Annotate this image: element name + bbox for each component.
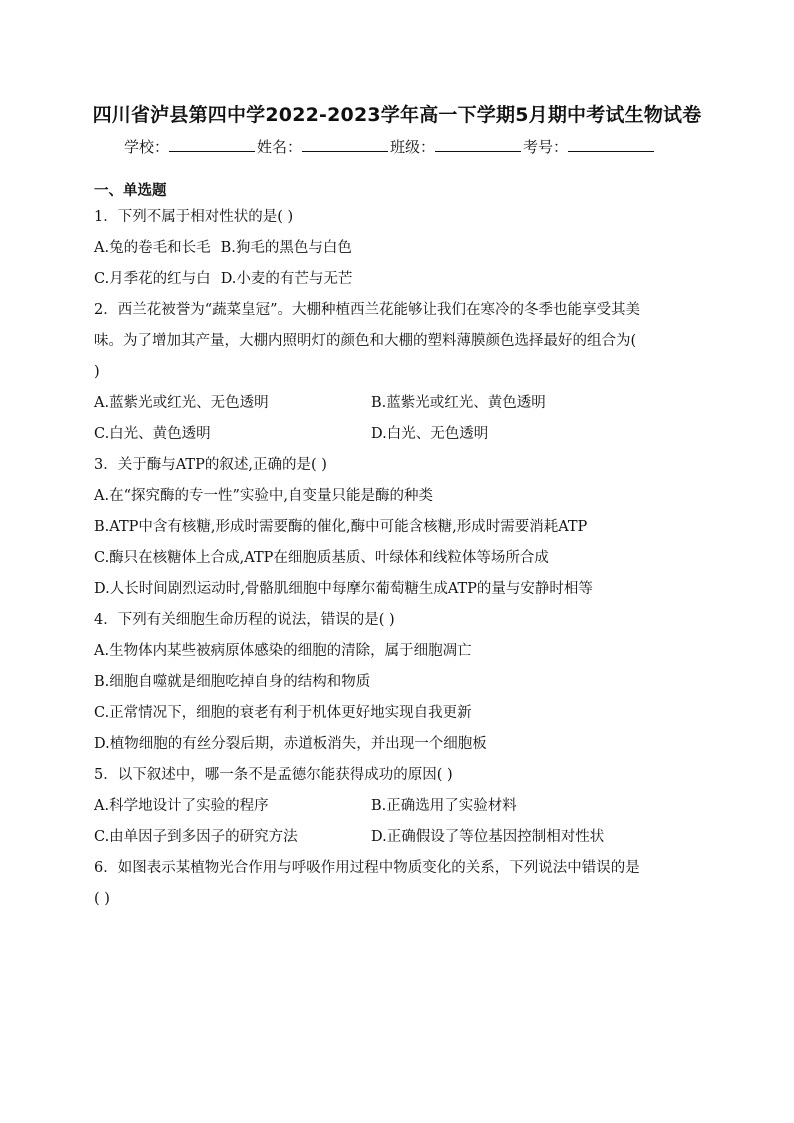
question-5-option-a: A.科学地设计了实验的程序	[94, 798, 269, 814]
question-2-options-cd	[94, 419, 704, 450]
question-5-option-c: C.由单因子到多因子的研究方法	[94, 829, 298, 845]
question-1-options-ab	[94, 233, 704, 264]
question-5-option-d: D.正确假设了等位基因控制相对性状	[371, 829, 605, 845]
number-blank[interactable]	[568, 137, 654, 152]
question-2-options-ab	[94, 388, 704, 419]
school-label: 学校：	[124, 138, 170, 156]
name-label: 姓名：	[257, 138, 303, 156]
question-4-option-c: C.正常情况下，细胞的衰老有利于机体更好地实现自我更新	[94, 705, 472, 721]
question-1-stem: 1．下列不属于相对性状的是( )	[94, 209, 294, 225]
name-blank[interactable]	[302, 137, 388, 152]
class-blank[interactable]	[435, 137, 521, 152]
question-4-option-a: A.生物体内某些被病原体感染的细胞的清除，属于细胞凋亡	[94, 643, 472, 659]
page-title: 四川省泸县第四中学2022-2023学年高一下学期5月期中考试生物试卷	[92, 104, 702, 126]
question-1-options-cd	[94, 264, 704, 295]
question-5-options-ab	[94, 791, 704, 822]
question-5-stem: 5．以下叙述中，哪一条不是孟德尔能获得成功的原因( )	[94, 767, 453, 783]
student-info-row	[124, 136, 656, 157]
question-2-option-c: C.白光、黄色透明	[94, 426, 211, 442]
section-heading: 一、单选题	[94, 183, 167, 199]
class-label: 班级：	[390, 138, 436, 156]
question-1-option-a: A.兔的卷毛和长毛	[94, 240, 211, 256]
number-label: 考号：	[523, 138, 569, 156]
question-1-option-d: D.小麦的有芒与无芒	[220, 271, 353, 287]
question-2-stem-line-1: 2．西兰花被誉为“蔬菜皇冠”。大棚种植西兰花能够让我们在寒冷的冬季也能享受其美	[94, 302, 641, 318]
question-1-option-b: B.狗毛的黑色与白色	[220, 240, 352, 256]
question-2-option-a: A.蓝紫光或红光、无色透明	[94, 395, 269, 411]
question-2-option-d: D.白光、无色透明	[371, 426, 489, 442]
question-6-stem-line-1: 6．如图表示某植物光合作用与呼吸作用过程中物质变化的关系，下列说法中错误的是	[94, 860, 640, 876]
question-3-option-d: D.人长时间剧烈运动时,骨骼肌细胞中每摩尔葡萄糖生成ATP的量与安静时相等	[94, 581, 593, 597]
question-list	[94, 180, 704, 915]
question-2-stem-line-3: )	[94, 364, 100, 380]
question-6-stem-line-2: ( )	[94, 891, 110, 907]
question-1-option-c: C.月季花的红与白	[94, 271, 211, 287]
question-4-option-b: B.细胞自噬就是细胞吃掉自身的结构和物质	[94, 674, 371, 690]
question-5-option-b: B.正确选用了实验材料	[371, 798, 517, 814]
question-2-option-b: B.蓝紫光或红光、黄色透明	[371, 395, 546, 411]
question-4-option-d: D.植物细胞的有丝分裂后期，赤道板消失，并出现一个细胞板	[94, 736, 487, 752]
question-4-stem: 4．下列有关细胞生命历程的说法，错误的是( )	[94, 612, 395, 628]
question-3-stem: 3．关于酶与ATP的叙述,正确的是( )	[94, 457, 327, 473]
school-blank[interactable]	[169, 137, 255, 152]
question-5-options-cd	[94, 822, 704, 853]
question-2-stem-line-2: 味。为了增加其产量，大棚内照明灯的颜色和大棚的塑料薄膜颜色选择最好的组合为(	[94, 333, 637, 349]
question-3-option-b: B.ATP中含有核糖,形成时需要酶的催化,酶中可能含核糖,形成时需要消耗ATP	[94, 519, 588, 535]
question-3-option-c: C.酶只在核糖体上合成,ATP在细胞质基质、叶绿体和线粒体等场所合成	[94, 550, 549, 566]
question-3-option-a: A.在“探究酶的专一性”实验中,自变量只能是酶的种类	[94, 488, 434, 504]
